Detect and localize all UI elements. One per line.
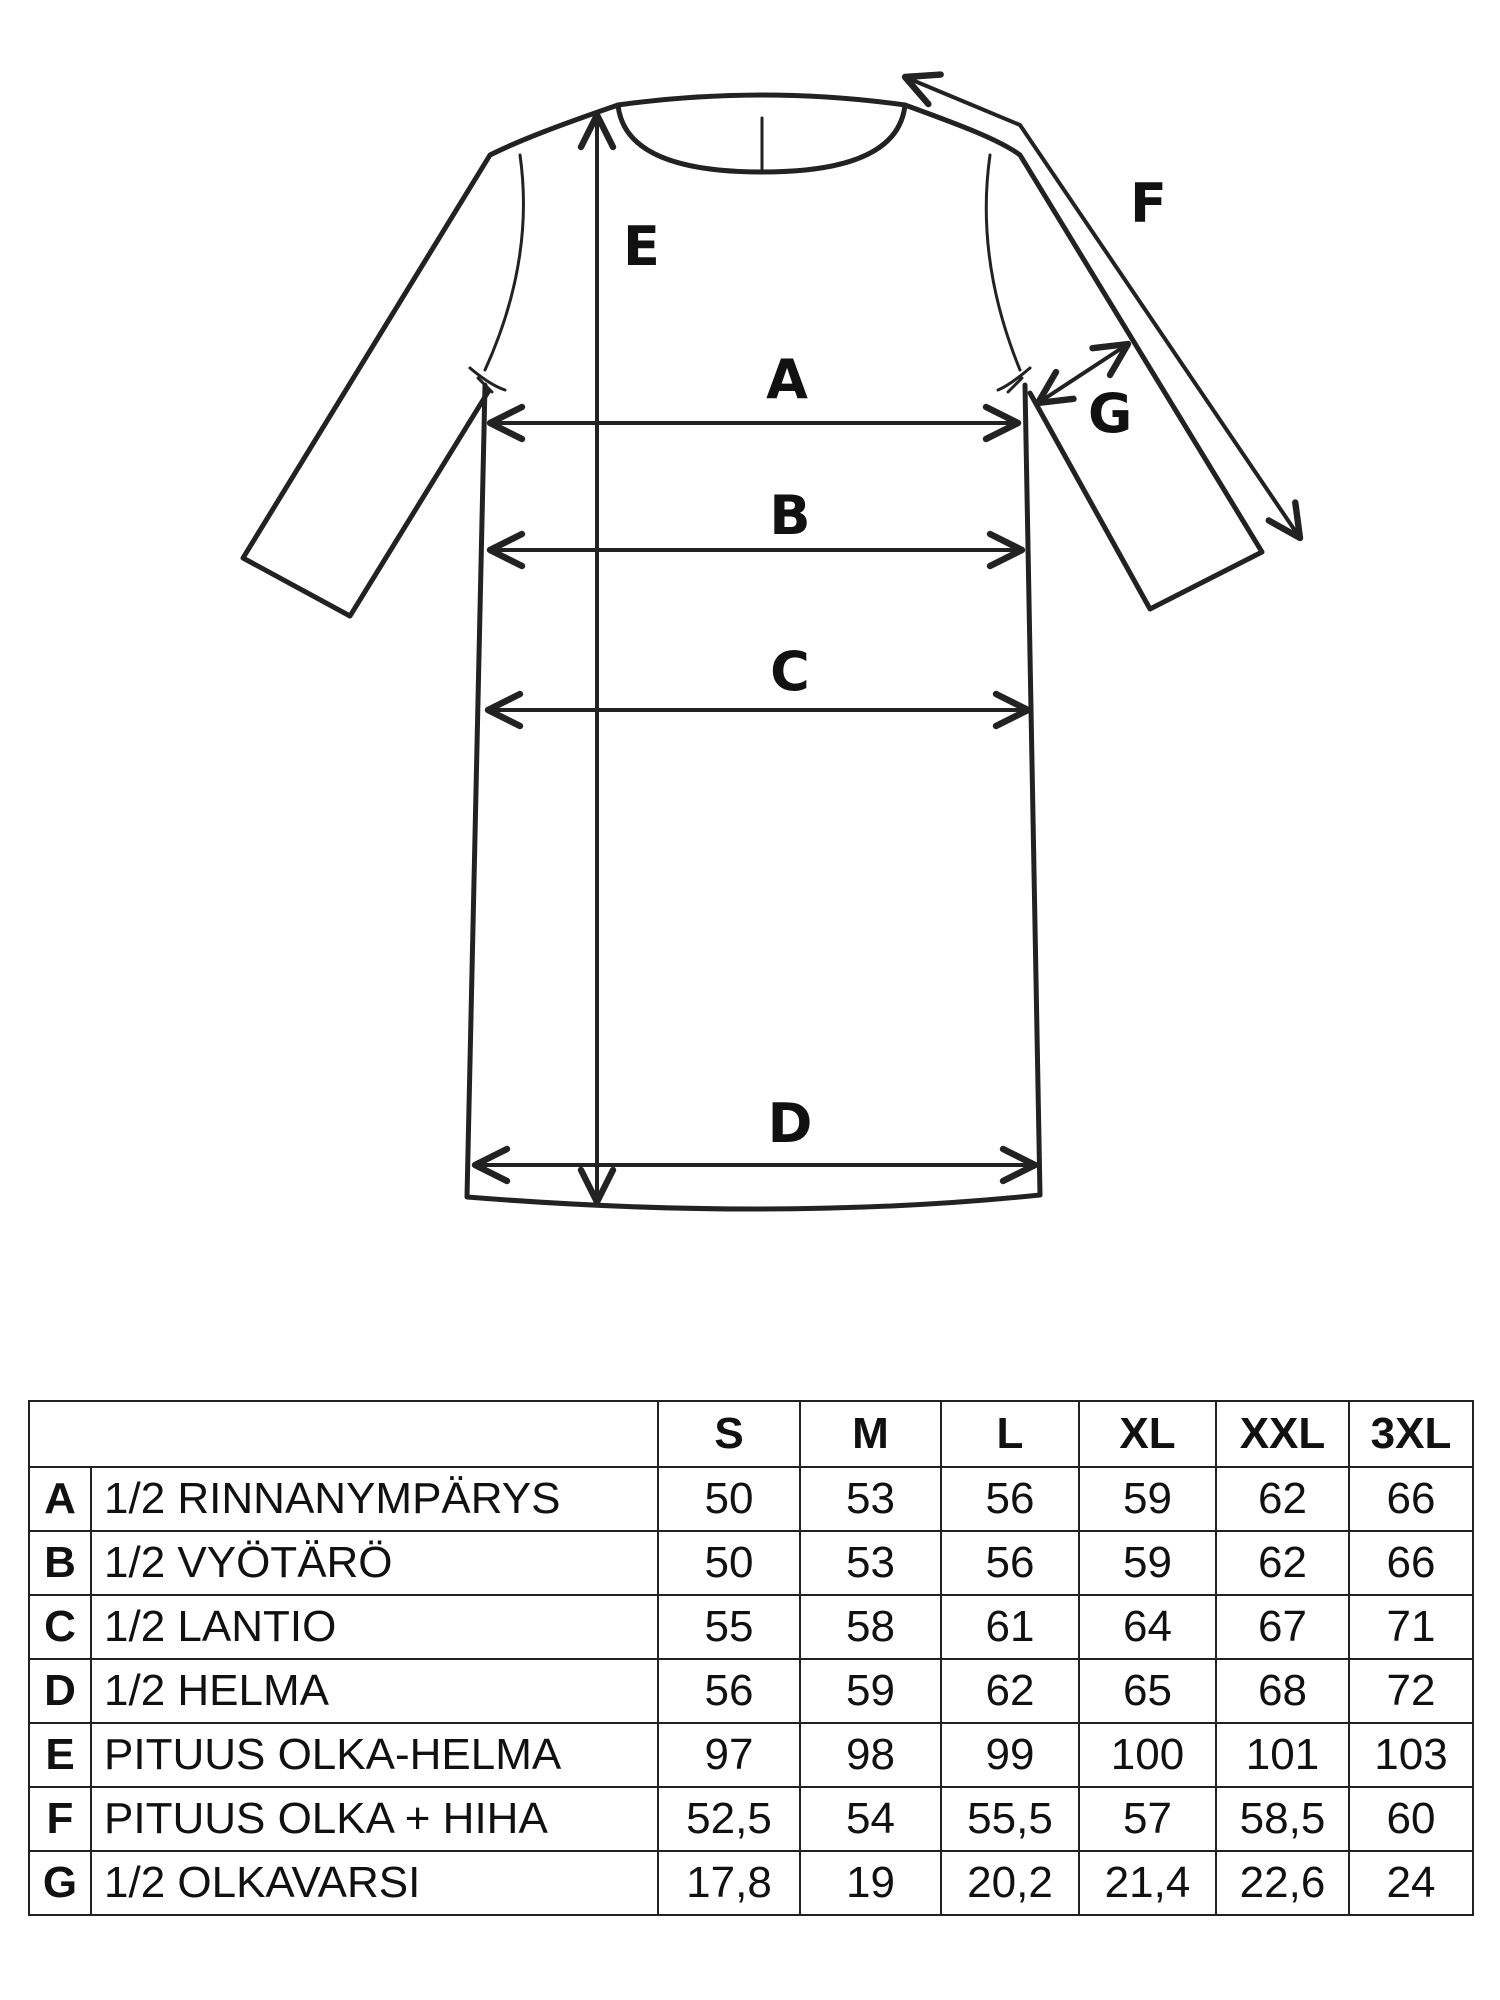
table-row: [29, 1467, 1473, 1531]
row-code: B: [29, 1531, 91, 1595]
header-size-xxl: XXL: [1216, 1401, 1349, 1467]
label-b: B: [769, 484, 811, 547]
header-size-s: S: [658, 1401, 800, 1467]
value-cell: 71: [1349, 1595, 1473, 1659]
row-label: 1/2 HELMA: [91, 1659, 658, 1723]
value-cell: 72: [1349, 1659, 1473, 1723]
value-cell: 65: [1079, 1659, 1216, 1723]
measure-line-f: [905, 77, 1300, 538]
value-cell: 59: [800, 1659, 941, 1723]
value-cell: 98: [800, 1723, 941, 1787]
row-code: C: [29, 1595, 91, 1659]
value-cell: 101: [1216, 1723, 1349, 1787]
left-underarm-tick: [470, 368, 505, 392]
row-label: PITUUS OLKA + HIHA: [91, 1787, 658, 1851]
label-g: G: [1088, 382, 1133, 445]
label-c: C: [770, 640, 810, 703]
value-cell: 56: [941, 1467, 1079, 1531]
value-cell: 21,4: [1079, 1851, 1216, 1915]
value-cell: 62: [1216, 1531, 1349, 1595]
row-code: E: [29, 1723, 91, 1787]
value-cell: 24: [1349, 1851, 1473, 1915]
left-sleeve: [243, 105, 618, 616]
value-cell: 58: [800, 1595, 941, 1659]
value-cell: 22,6: [1216, 1851, 1349, 1915]
value-cell: 56: [941, 1531, 1079, 1595]
value-cell: 55: [658, 1595, 800, 1659]
value-cell: 59: [1079, 1467, 1216, 1531]
value-cell: 58,5: [1216, 1787, 1349, 1851]
table-header-row: [29, 1401, 1473, 1467]
table-row: [29, 1723, 1473, 1787]
row-label: PITUUS OLKA-HELMA: [91, 1723, 658, 1787]
value-cell: 61: [941, 1595, 1079, 1659]
table-row: [29, 1851, 1473, 1915]
header-size-3xl: 3XL: [1349, 1401, 1473, 1467]
value-cell: 55,5: [941, 1787, 1079, 1851]
dress-outline: [467, 385, 1040, 1209]
value-cell: 20,2: [941, 1851, 1079, 1915]
table-row: [29, 1787, 1473, 1851]
row-label: 1/2 VYÖTÄRÖ: [91, 1531, 658, 1595]
value-cell: 62: [941, 1659, 1079, 1723]
right-armhole-seam: [986, 155, 1020, 370]
table-row: [29, 1531, 1473, 1595]
table-row: [29, 1659, 1473, 1723]
value-cell: 53: [800, 1467, 941, 1531]
value-cell: 59: [1079, 1531, 1216, 1595]
value-cell: 54: [800, 1787, 941, 1851]
value-cell: 60: [1349, 1787, 1473, 1851]
row-code: G: [29, 1851, 91, 1915]
value-cell: 17,8: [658, 1851, 800, 1915]
value-cell: 67: [1216, 1595, 1349, 1659]
value-cell: 62: [1216, 1467, 1349, 1531]
row-code: F: [29, 1787, 91, 1851]
value-cell: 99: [941, 1723, 1079, 1787]
value-cell: 100: [1079, 1723, 1216, 1787]
value-cell: 56: [658, 1659, 800, 1723]
label-f: F: [1130, 172, 1167, 235]
value-cell: 57: [1079, 1787, 1216, 1851]
header-blank-cell: [29, 1401, 658, 1467]
value-cell: 66: [1349, 1531, 1473, 1595]
value-cell: 52,5: [658, 1787, 800, 1851]
header-size-xl: XL: [1079, 1401, 1216, 1467]
value-cell: 53: [800, 1531, 941, 1595]
value-cell: 50: [658, 1531, 800, 1595]
row-code: A: [29, 1467, 91, 1531]
left-armhole-seam: [485, 155, 523, 370]
table-row: [29, 1595, 1473, 1659]
row-label: 1/2 LANTIO: [91, 1595, 658, 1659]
right-sleeve: [905, 105, 1262, 609]
row-code: D: [29, 1659, 91, 1723]
back-neck-curve: [618, 95, 905, 105]
value-cell: 19: [800, 1851, 941, 1915]
header-size-m: M: [800, 1401, 941, 1467]
size-table: [28, 1400, 1474, 1916]
label-e: E: [623, 215, 660, 278]
header-size-l: L: [941, 1401, 1079, 1467]
value-cell: 68: [1216, 1659, 1349, 1723]
value-cell: 50: [658, 1467, 800, 1531]
value-cell: 97: [658, 1723, 800, 1787]
label-d: D: [767, 1092, 813, 1155]
value-cell: 66: [1349, 1467, 1473, 1531]
row-label: 1/2 OLKAVARSI: [91, 1851, 658, 1915]
label-a: A: [766, 348, 808, 411]
value-cell: 103: [1349, 1723, 1473, 1787]
row-label: 1/2 RINNANYMPÄRYS: [91, 1467, 658, 1531]
value-cell: 64: [1079, 1595, 1216, 1659]
